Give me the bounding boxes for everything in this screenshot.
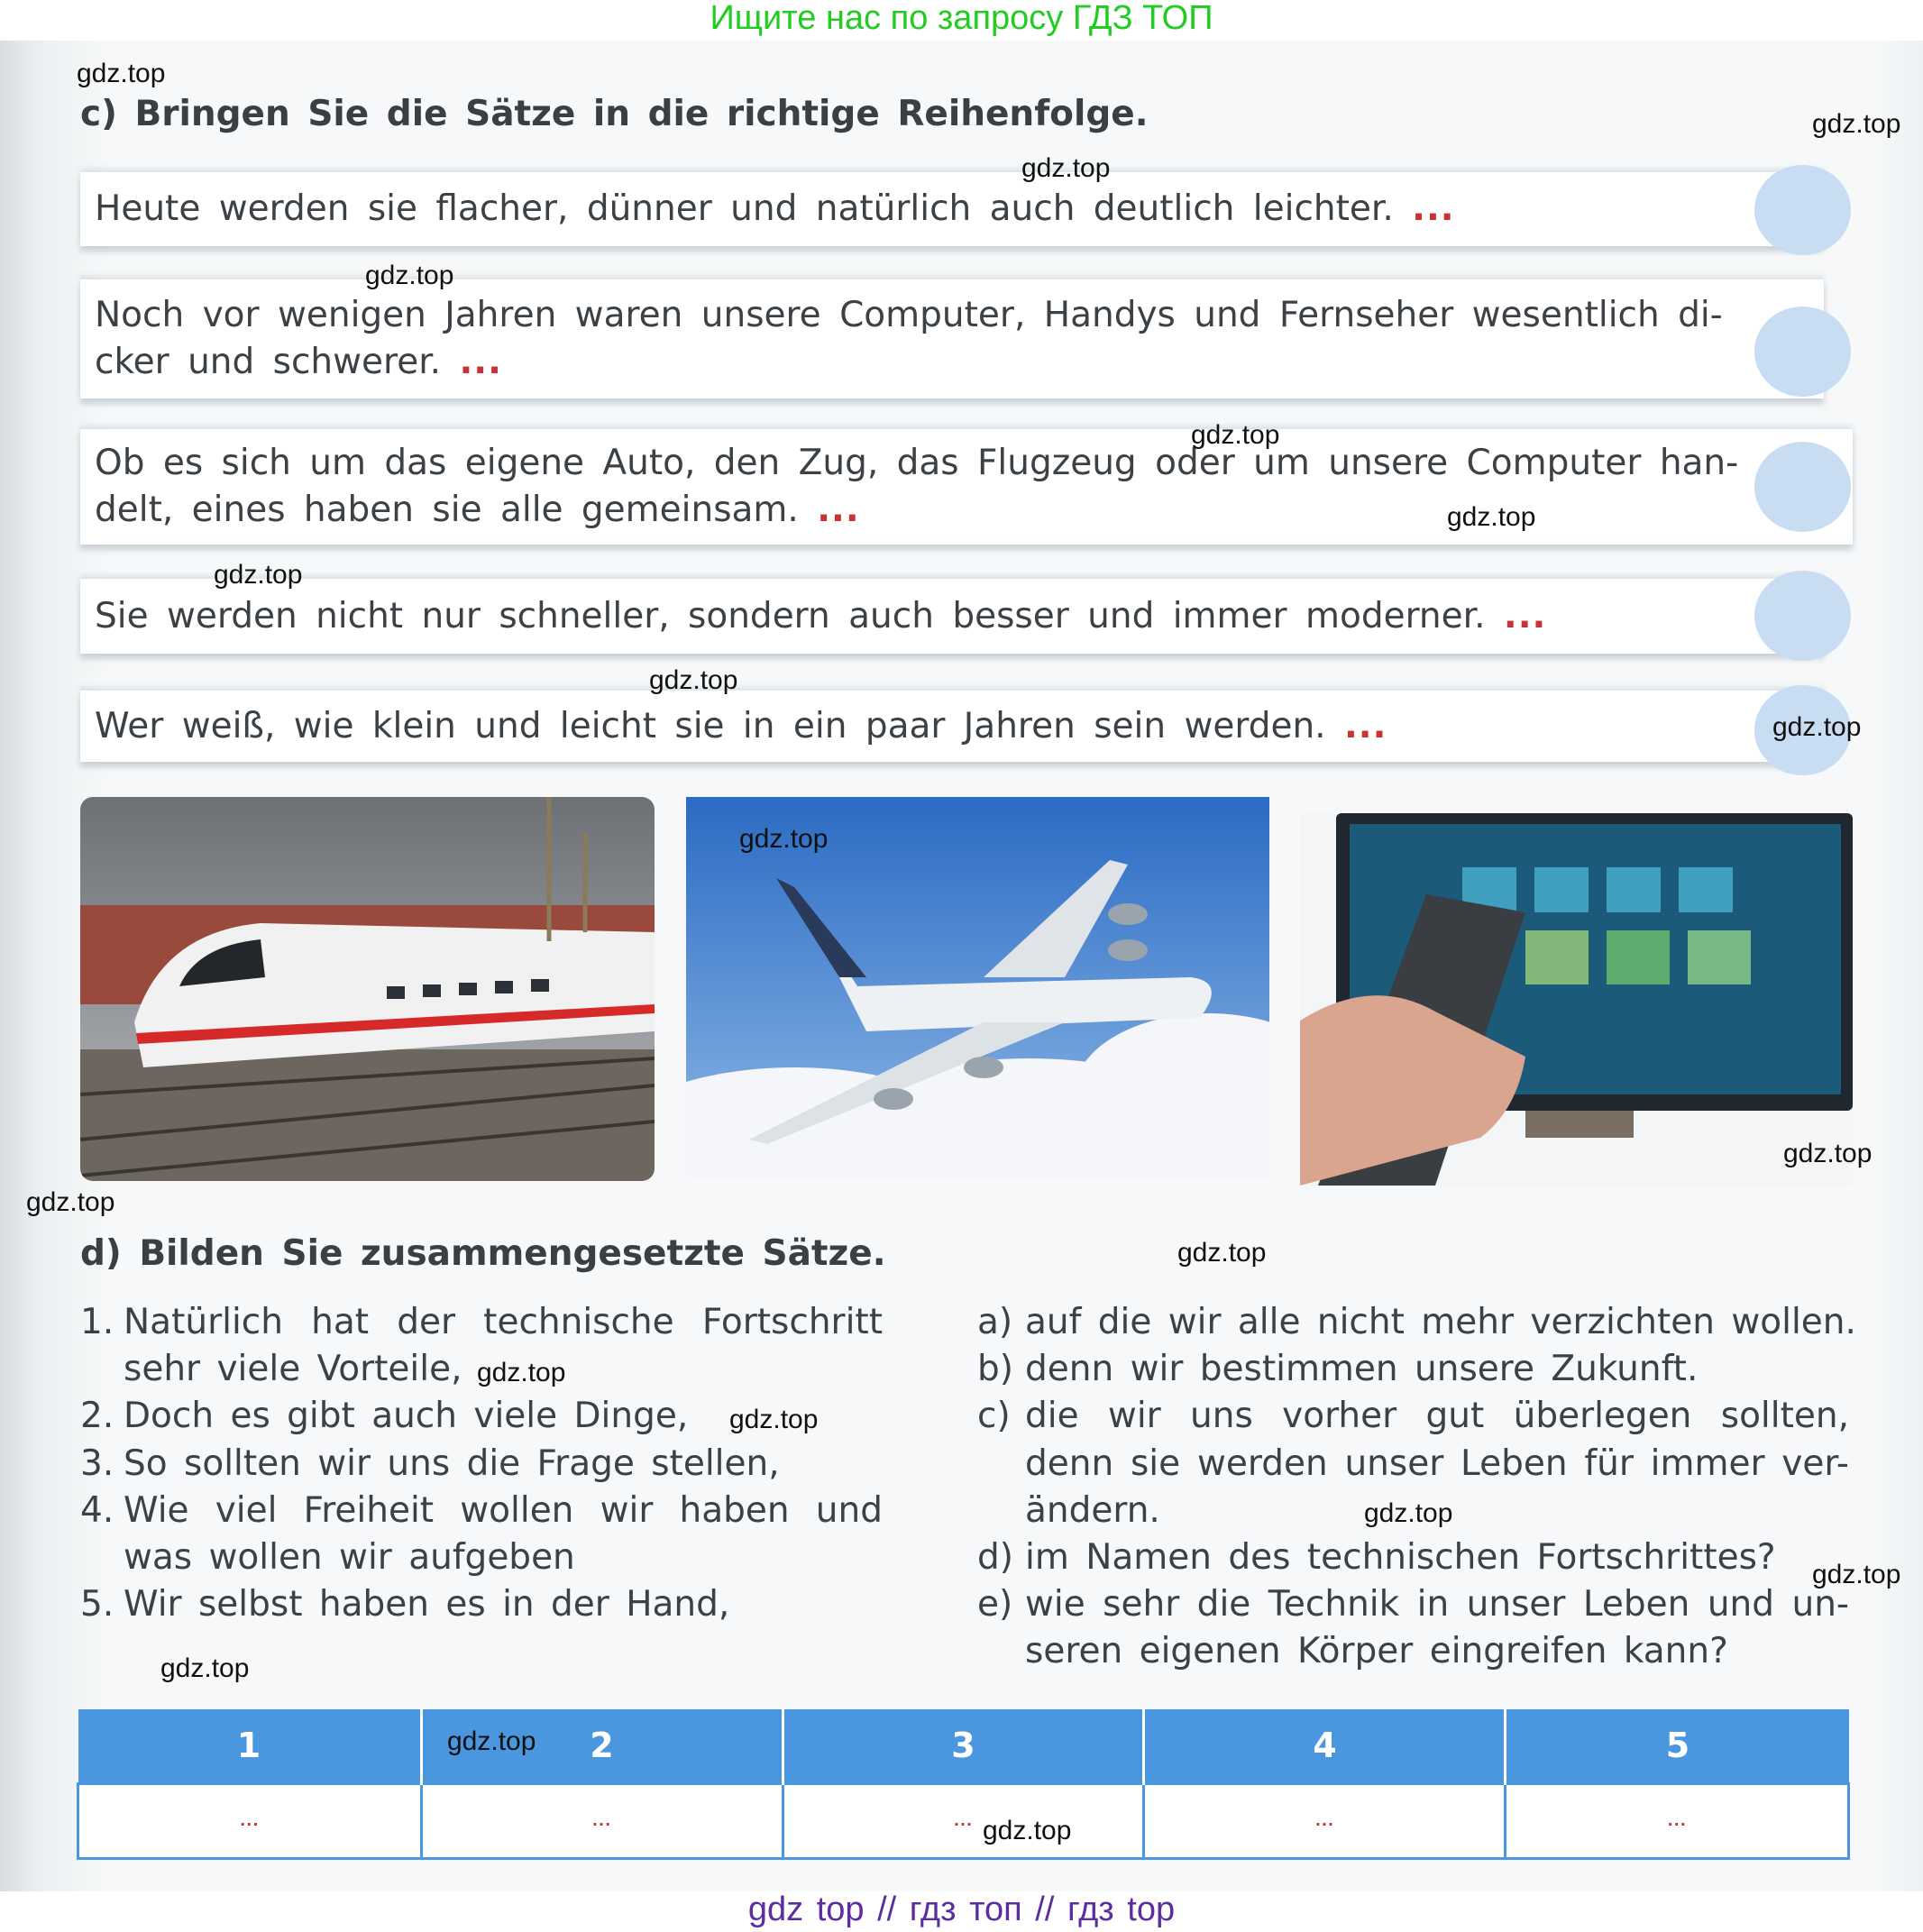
list-number: a): [977, 1302, 1013, 1342]
list-item-text: die wir uns vorher gut überlegen sollten,: [1025, 1396, 1849, 1437]
sentence-text: Ob es sich um das eigene Auto, den Zug, das Flugzeug oder um unsere Computer han-: [95, 443, 1739, 483]
watermark-text: gdz.top: [1812, 1560, 1901, 1589]
watermark-text: gdz.top: [214, 560, 303, 590]
sentence-box-5: [80, 691, 1824, 762]
watermark-text: gdz.top: [1364, 1498, 1453, 1528]
list-number: 1.: [80, 1302, 114, 1342]
answer-dots: ...: [1343, 705, 1387, 746]
list-item-text: wie sehr die Technik in unser Leben und un-: [1025, 1584, 1849, 1625]
answer-table: [77, 1709, 1850, 1860]
watermark-text: gdz.top: [477, 1358, 566, 1387]
footer-watermark: gdz top // гдз топ // гдз top: [747, 1891, 1176, 1928]
table-header: 2: [421, 1709, 783, 1783]
list-item-text: im Namen des technischen Fortschrittes?: [1025, 1537, 1776, 1578]
list-number: 3.: [80, 1442, 114, 1484]
table-header: 5: [1506, 1709, 1849, 1783]
watermark-text: gdz.top: [983, 1816, 1072, 1845]
tv-remote-image: [1300, 813, 1853, 1186]
sentence-text: cker und schwerer.: [95, 342, 442, 382]
list-number: 4.: [80, 1489, 114, 1531]
watermark-text: gdz.top: [739, 824, 829, 854]
answer-cell[interactable]: ...: [1506, 1783, 1849, 1858]
watermark-text: gdz.top: [1191, 420, 1280, 450]
watermark-text: gdz.top: [26, 1187, 115, 1217]
watermark-text: gdz.top: [729, 1405, 819, 1434]
watermark-text: gdz.top: [365, 261, 454, 290]
sentence-text: Heute werden sie flacher, dünner und natürlich auch deutlich leichter.: [95, 188, 1394, 229]
list-item-text: Natürlich hat der technische Fortschritt: [124, 1302, 883, 1342]
list-number: 5.: [80, 1584, 114, 1625]
list-number: d): [977, 1537, 1013, 1578]
sentence-box-3: [80, 429, 1853, 545]
sentence-text: Wer weiß, wie klein und leicht sie in ein paar Jahren sein werden.: [95, 705, 1326, 746]
order-circle-1[interactable]: [1754, 165, 1851, 255]
search-banner: Ищите нас по запросу ГДЗ ТОП: [710, 0, 1213, 37]
list-item-text: sehr viele Vorteile,: [124, 1349, 462, 1390]
airplane-image: [686, 797, 1269, 1178]
watermark-text: gdz.top: [1812, 109, 1901, 139]
list-number: b): [977, 1349, 1013, 1390]
section-c-heading: c) Bringen Sie die Sätze in die richtige Reihenfolge.: [80, 94, 1149, 134]
answer-dots: ...: [817, 490, 860, 530]
list-item-text: denn wir bestimmen unsere Zukunft.: [1025, 1349, 1699, 1390]
order-circle-3[interactable]: [1754, 442, 1851, 532]
list-item-text: So sollten wir uns die Frage stellen,: [124, 1442, 780, 1484]
answer-dots: ...: [1412, 188, 1455, 229]
list-number: c): [977, 1396, 1011, 1437]
list-item-text: seren eigenen Körper eingreifen kann?: [1025, 1631, 1728, 1672]
list-item-text: denn sie werden unser Leben für immer ver-: [1025, 1442, 1849, 1484]
answer-dots: ...: [1503, 595, 1547, 636]
list-item-text: Doch es gibt auch viele Dinge,: [124, 1396, 689, 1437]
watermark-text: gdz.top: [649, 665, 738, 695]
list-item-text: ändern.: [1025, 1489, 1160, 1531]
list-item-text: Wie viel Freiheit wollen wir haben und: [124, 1489, 883, 1531]
watermark-text: gdz.top: [1447, 502, 1536, 532]
watermark-text: gdz.top: [1783, 1139, 1873, 1168]
sentence-text: Noch vor wenigen Jahren waren unsere Computer, Handys und Fernseher wesentlich di-: [95, 295, 1723, 335]
sentence-box-1: [80, 172, 1824, 246]
list-number: e): [977, 1584, 1013, 1625]
answer-cell[interactable]: ...: [783, 1783, 1144, 1858]
answer-cell[interactable]: ...: [1144, 1783, 1506, 1858]
train-image: [80, 797, 655, 1181]
watermark-text: gdz.top: [447, 1726, 536, 1756]
answer-cell[interactable]: ...: [421, 1783, 783, 1858]
sentence-box-2: [80, 279, 1824, 398]
sentence-text: Sie werden nicht nur schneller, sondern auch besser und immer moderner.: [95, 595, 1486, 636]
watermark-text: gdz.top: [1177, 1238, 1267, 1268]
order-circle-4[interactable]: [1754, 571, 1851, 661]
watermark-text: gdz.top: [1772, 712, 1862, 742]
list-item-text: auf die wir alle nicht mehr verzichten wollen.: [1025, 1302, 1856, 1342]
section-d-heading: d) Bilden Sie zusammengesetzte Sätze.: [80, 1233, 886, 1274]
list-number: 2.: [80, 1396, 114, 1437]
sentence-box-4: [80, 579, 1824, 654]
table-header: 4: [1144, 1709, 1506, 1783]
answer-dots: ...: [459, 342, 502, 382]
table-header: 1: [78, 1709, 422, 1783]
watermark-text: gdz.top: [1021, 153, 1111, 183]
list-item-text: Wir selbst haben es in der Hand,: [124, 1584, 730, 1625]
list-item-text: was wollen wir aufgeben: [124, 1537, 575, 1578]
watermark-text: gdz.top: [160, 1653, 250, 1683]
answer-cell[interactable]: ...: [78, 1783, 422, 1858]
watermark-text: gdz.top: [77, 59, 166, 88]
sentence-text: delt, eines haben sie alle gemeinsam.: [95, 490, 799, 530]
order-circle-2[interactable]: [1754, 307, 1851, 397]
table-header: 3: [783, 1709, 1144, 1783]
